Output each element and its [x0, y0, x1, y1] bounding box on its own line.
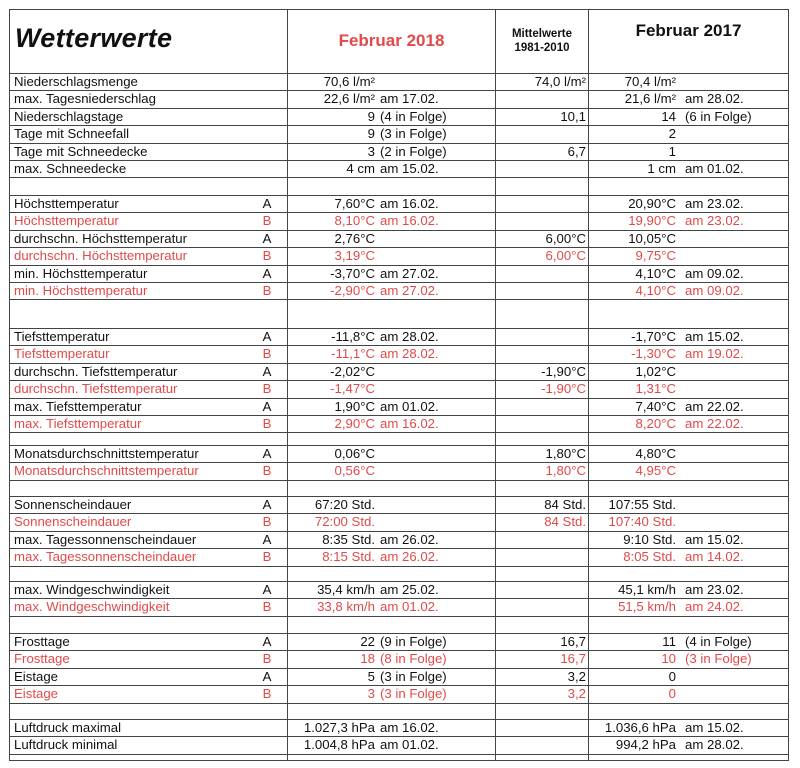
- detail-2017: (4 in Folge): [685, 634, 752, 649]
- row-label: Niederschlagstage: [14, 108, 124, 124]
- row-divider: [9, 616, 789, 617]
- value-mittel: -1,90°C: [541, 381, 586, 397]
- detail-2017: am 15.02.: [685, 531, 744, 547]
- table-row: [9, 581, 789, 598]
- value-2018: 7,60°C: [334, 196, 375, 211]
- row-divider: [9, 432, 789, 433]
- table-row: [9, 230, 789, 247]
- detail-2018: am 28.02.: [380, 329, 439, 344]
- table-row: [9, 90, 789, 107]
- row-label: max. Windgeschwindigkeit: [14, 599, 170, 615]
- detail-2018: am 01.02.: [380, 398, 439, 414]
- detail-2017: am 14.02.: [685, 549, 744, 565]
- station-marker: B: [262, 416, 272, 431]
- row-divider: [9, 719, 789, 720]
- row-label: max. Schneedecke: [14, 161, 127, 176]
- table-row: [9, 195, 789, 212]
- detail-2018: am 15.02.: [380, 161, 439, 176]
- detail-2017: am 09.02.: [685, 283, 744, 298]
- row-label: max. Tiefsttemperatur: [14, 398, 142, 414]
- detail-2017: am 15.02.: [685, 720, 744, 735]
- row-divider: [9, 282, 789, 283]
- row-divider: [9, 548, 789, 549]
- row-divider: [9, 480, 789, 481]
- value-2017: 7,40°C: [635, 398, 676, 414]
- value-2018: 2,90°C: [334, 416, 375, 431]
- value-2017: 1: [668, 143, 676, 159]
- table-row: [9, 462, 789, 479]
- station-marker: A: [262, 196, 272, 211]
- row-divider: [9, 703, 789, 704]
- row-divider: [9, 328, 789, 329]
- value-mittel: -1,90°C: [541, 363, 586, 379]
- row-label: Sonnenscheindauer: [14, 497, 132, 512]
- station-marker: B: [262, 514, 272, 530]
- value-mittel: 84 Std.: [544, 497, 586, 512]
- row-label: max. Tagessonnenscheindauer: [14, 531, 197, 547]
- weather-table: [9, 9, 789, 761]
- row-label: max. Tiefsttemperatur: [14, 416, 142, 431]
- row-label: min. Höchsttemperatur: [14, 265, 148, 281]
- station-marker: B: [262, 283, 272, 298]
- row-divider: [9, 125, 789, 126]
- table-row: [9, 650, 789, 667]
- value-2017: 10: [661, 651, 676, 667]
- row-label: Tage mit Schneedecke: [14, 143, 148, 159]
- row-divider: [9, 398, 789, 399]
- row-divider: [9, 736, 789, 737]
- station-marker: A: [262, 668, 272, 684]
- detail-2017: am 09.02.: [685, 265, 744, 281]
- row-divider: [9, 513, 789, 514]
- table-row: [9, 247, 789, 264]
- detail-2018: am 01.02.: [380, 737, 439, 753]
- table-row: [9, 282, 789, 299]
- value-2018: 3: [367, 143, 375, 159]
- table-row: [9, 125, 789, 142]
- value-2018: 8:35 Std.: [322, 531, 375, 547]
- value-2017: 51,5 km/h: [618, 599, 676, 615]
- value-2018: 5: [367, 668, 375, 684]
- row-divider: [9, 650, 789, 651]
- value-2018: 3,19°C: [334, 248, 375, 264]
- row-label: durchschn. Höchsttemperatur: [14, 230, 187, 246]
- table-row: [9, 548, 789, 565]
- header-february-2017: Februar 2017: [635, 21, 742, 40]
- detail-2018: (3 in Folge): [380, 668, 447, 684]
- value-2017: 19,90°C: [628, 213, 676, 229]
- detail-2018: am 16.02.: [380, 416, 439, 431]
- row-label: min. Höchsttemperatur: [14, 283, 148, 298]
- station-marker: A: [262, 398, 272, 414]
- detail-2018: (9 in Folge): [380, 634, 447, 649]
- row-divider: [9, 754, 789, 755]
- value-2017: 0: [668, 686, 676, 702]
- row-divider: [9, 299, 789, 300]
- detail-2018: am 25.02.: [380, 582, 439, 597]
- detail-2017: am 28.02.: [685, 91, 744, 107]
- value-2018: 70,6 l/m²: [323, 74, 375, 89]
- value-2017: 10,05°C: [628, 230, 676, 246]
- value-2018: 22: [360, 634, 375, 649]
- value-2018: 67:20 Std.: [314, 497, 375, 512]
- row-label: durchschn. Tiefsttemperatur: [14, 381, 178, 397]
- header-mittelwerte-range: 1981-2010: [514, 42, 570, 54]
- row-divider: [9, 265, 789, 266]
- station-marker: B: [262, 549, 272, 565]
- value-2017: 1 cm: [647, 161, 676, 176]
- value-2018: 3: [367, 686, 375, 702]
- station-marker: B: [262, 463, 272, 479]
- station-marker: A: [262, 497, 272, 512]
- row-label: Niederschlagsmenge: [14, 74, 138, 89]
- value-2018: -2,02°C: [330, 363, 375, 379]
- value-2017: 994,2 hPa: [615, 737, 676, 753]
- value-2018: 9: [367, 108, 375, 124]
- detail-2018: am 17.02.: [380, 91, 439, 107]
- table-row: [9, 598, 789, 615]
- row-divider: [9, 598, 789, 599]
- station-marker: A: [262, 230, 272, 246]
- detail-2018: am 27.02.: [380, 283, 439, 298]
- value-2018: 8:15 Std.: [322, 549, 375, 565]
- detail-2017: am 19.02.: [685, 346, 744, 362]
- value-2018: 33,8 km/h: [317, 599, 375, 615]
- header-mittelwerte-label: Mittelwerte: [511, 28, 573, 40]
- row-label: max. Windgeschwindigkeit: [14, 582, 170, 597]
- table-row: [9, 513, 789, 530]
- detail-2017: am 23.02.: [685, 582, 744, 597]
- row-divider: [9, 566, 789, 567]
- value-mittel: 6,7: [567, 143, 586, 159]
- value-2017: 2: [668, 126, 676, 142]
- detail-2017: am 15.02.: [685, 329, 744, 344]
- value-2018: -11,8°C: [331, 329, 375, 344]
- detail-2018: am 16.02.: [380, 720, 439, 735]
- value-2017: 1.036,6 hPa: [604, 720, 676, 735]
- row-divider: [9, 230, 789, 231]
- value-2018: -2,90°C: [330, 283, 375, 298]
- detail-2018: (4 in Folge): [380, 108, 447, 124]
- value-2017: 1,02°C: [635, 363, 676, 379]
- table-row: [9, 328, 789, 345]
- detail-2017: am 23.02.: [685, 213, 744, 229]
- station-marker: B: [262, 599, 272, 615]
- value-2018: 0,06°C: [334, 446, 375, 461]
- value-mittel: 16,7: [560, 651, 586, 667]
- value-2018: 22,6 l/m²: [323, 91, 375, 107]
- row-label: Tiefsttemperatur: [14, 346, 110, 362]
- detail-2018: (3 in Folge): [380, 686, 447, 702]
- value-2018: 2,76°C: [334, 230, 375, 246]
- detail-2018: am 16.02.: [380, 213, 439, 229]
- table-row: [9, 719, 789, 736]
- table-row: [9, 668, 789, 685]
- detail-2017: (3 in Folge): [685, 651, 752, 667]
- station-marker: A: [262, 363, 272, 379]
- header-mittelwerte: [496, 9, 588, 73]
- detail-2018: (3 in Folge): [380, 126, 447, 142]
- value-2017: -1,70°C: [631, 329, 676, 344]
- detail-2017: am 22.02.: [685, 398, 744, 414]
- table-row: [9, 265, 789, 282]
- row-label: Luftdruck minimal: [14, 737, 118, 753]
- value-2017: 9,75°C: [635, 248, 676, 264]
- row-label: Tiefsttemperatur: [14, 329, 110, 344]
- row-divider: [9, 445, 789, 446]
- value-mittel: 6,00°C: [545, 230, 586, 246]
- station-marker: B: [262, 213, 272, 229]
- table-row: [9, 531, 789, 548]
- value-2018: -1,47°C: [330, 381, 375, 397]
- row-divider: [9, 160, 789, 161]
- value-2018: 4 cm: [346, 161, 375, 176]
- table-row: [9, 73, 789, 90]
- value-2018: 1,90°C: [334, 398, 375, 414]
- value-mittel: 74,0 l/m²: [534, 74, 586, 89]
- table-border-bottom: [9, 760, 789, 761]
- detail-2018: am 16.02.: [380, 196, 439, 211]
- value-2017: 45,1 km/h: [618, 582, 676, 597]
- value-2018: 72:00 Std.: [314, 514, 375, 530]
- detail-2018: (8 in Folge): [380, 651, 447, 667]
- detail-2018: am 26.02.: [380, 549, 439, 565]
- table-row: [9, 398, 789, 415]
- value-2017: 4,10°C: [635, 283, 676, 298]
- row-divider: [9, 685, 789, 686]
- station-marker: A: [262, 531, 272, 547]
- value-2017: 107:40 Std.: [608, 514, 676, 530]
- value-2018: 18: [360, 651, 375, 667]
- row-label: durchschn. Tiefsttemperatur: [14, 363, 178, 379]
- row-divider: [9, 668, 789, 669]
- row-divider: [9, 633, 789, 634]
- detail-2017: am 28.02.: [685, 737, 744, 753]
- detail-2017: am 24.02.: [685, 599, 744, 615]
- value-2017: 4,80°C: [635, 446, 676, 461]
- value-2017: 20,90°C: [628, 196, 676, 211]
- value-mittel: 1,80°C: [545, 463, 586, 479]
- station-marker: B: [262, 248, 272, 264]
- row-divider: [9, 380, 789, 381]
- row-label: Luftdruck maximal: [14, 720, 122, 735]
- value-2018: -3,70°C: [330, 265, 375, 281]
- value-mittel: 3,2: [567, 686, 586, 702]
- value-mittel: 16,7: [560, 634, 586, 649]
- value-2017: 4,10°C: [635, 265, 676, 281]
- row-label: Frosttage: [14, 651, 70, 667]
- value-2017: 70,4 l/m²: [624, 74, 676, 89]
- row-label: Höchsttemperatur: [14, 213, 119, 229]
- row-label: Eistage: [14, 686, 58, 702]
- station-marker: A: [262, 582, 272, 597]
- table-row: [9, 160, 789, 177]
- table-row: [9, 380, 789, 397]
- row-divider: [9, 143, 789, 144]
- value-2017: 4,95°C: [635, 463, 676, 479]
- table-row: [9, 736, 789, 753]
- value-2017: 0: [668, 668, 676, 684]
- row-divider: [9, 363, 789, 364]
- table-row: [9, 212, 789, 229]
- table-row: [9, 633, 789, 650]
- detail-2018: am 26.02.: [380, 531, 439, 547]
- row-label: Frosttage: [14, 634, 70, 649]
- page-title: Wetterwerte: [15, 23, 173, 53]
- detail-2017: am 22.02.: [685, 416, 744, 431]
- value-2017: 8,20°C: [635, 416, 676, 431]
- table-row: [9, 415, 789, 432]
- row-label: Tage mit Schneefall: [14, 126, 130, 142]
- station-marker: B: [262, 381, 272, 397]
- station-marker: B: [262, 686, 272, 702]
- detail-2018: am 01.02.: [380, 599, 439, 615]
- row-label: Sonnenscheindauer: [14, 514, 132, 530]
- value-2017: 14: [661, 108, 676, 124]
- detail-2018: am 28.02.: [380, 346, 439, 362]
- row-label: Höchsttemperatur: [14, 196, 119, 211]
- table-row: [9, 445, 789, 462]
- detail-2018: (2 in Folge): [380, 143, 447, 159]
- table-row: [9, 345, 789, 362]
- station-marker: B: [262, 651, 272, 667]
- value-2017: 107:55 Std.: [608, 497, 676, 512]
- station-marker: A: [262, 634, 272, 649]
- station-marker: A: [262, 329, 272, 344]
- station-marker: B: [262, 346, 272, 362]
- table-row: [9, 363, 789, 380]
- row-divider: [9, 345, 789, 346]
- table-row: [9, 496, 789, 513]
- value-mittel: 3,2: [567, 668, 586, 684]
- row-divider: [9, 90, 789, 91]
- detail-2018: am 27.02.: [380, 265, 439, 281]
- header-february-2018: Februar 2018: [338, 31, 445, 50]
- value-mittel: 84 Std.: [544, 514, 586, 530]
- table-row: [9, 108, 789, 125]
- row-label: max. Tagesniederschlag: [14, 91, 156, 107]
- value-2017: 21,6 l/m²: [624, 91, 676, 107]
- value-2018: 0,56°C: [334, 463, 375, 479]
- row-divider: [9, 462, 789, 463]
- row-label: Monatsdurchschnittstemperatur: [14, 446, 199, 461]
- value-2017: 8:05 Std.: [623, 549, 676, 565]
- value-2017: -1,30°C: [631, 346, 676, 362]
- value-2017: 1,31°C: [635, 381, 676, 397]
- value-2018: -11,1°C: [331, 346, 375, 362]
- station-marker: A: [262, 265, 272, 281]
- station-marker: A: [262, 446, 272, 461]
- detail-2017: am 23.02.: [685, 196, 744, 211]
- row-label: max. Tagessonnenscheindauer: [14, 549, 197, 565]
- row-label: durchschn. Höchsttemperatur: [14, 248, 187, 264]
- value-2017: 9:10 Std.: [623, 531, 676, 547]
- value-mittel: 1,80°C: [545, 446, 586, 461]
- row-divider: [9, 195, 789, 196]
- row-label: Eistage: [14, 668, 58, 684]
- row-label: Monatsdurchschnittstemperatur: [14, 463, 199, 479]
- row-divider: [9, 73, 789, 74]
- value-2018: 1.004,8 hPa: [303, 737, 375, 753]
- row-divider: [9, 212, 789, 213]
- value-2018: 1.027,3 hPa: [303, 720, 375, 735]
- row-divider: [9, 581, 789, 582]
- row-divider: [9, 247, 789, 248]
- row-divider: [9, 496, 789, 497]
- row-divider: [9, 108, 789, 109]
- row-divider: [9, 531, 789, 532]
- detail-2017: (6 in Folge): [685, 108, 752, 124]
- value-2017: 11: [662, 634, 676, 649]
- value-mittel: 6,00°C: [545, 248, 586, 264]
- value-2018: 35,4 km/h: [317, 582, 375, 597]
- detail-2017: am 01.02.: [685, 161, 744, 176]
- table-row: [9, 143, 789, 160]
- value-2018: 8,10°C: [334, 213, 375, 229]
- row-divider: [9, 177, 789, 178]
- row-divider: [9, 415, 789, 416]
- value-mittel: 10,1: [560, 108, 586, 124]
- table-row: [9, 685, 789, 702]
- value-2018: 9: [367, 126, 375, 142]
